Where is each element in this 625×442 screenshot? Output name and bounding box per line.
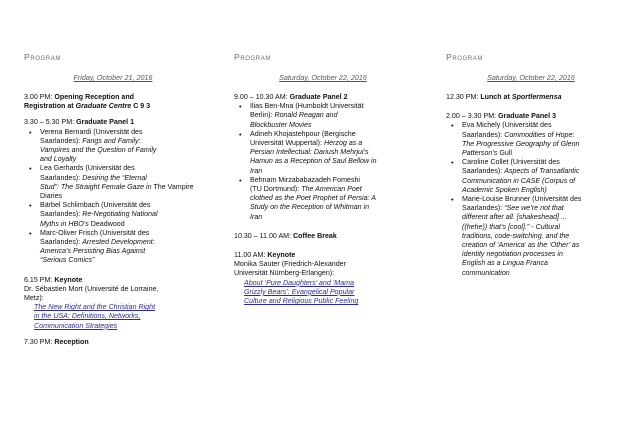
talk-title-tail: The Vampire Diaries	[40, 182, 194, 201]
talk-title: and Loyalty	[40, 155, 77, 164]
talk-title: Communication in CASE (Corpus of	[462, 176, 576, 185]
speaker-line: Marie-Louise Brunner (Universität des	[462, 195, 582, 204]
talk-title: ((hehe)) that’s [cool].” - Cultural	[462, 222, 561, 231]
opening-reception-block	[24, 93, 202, 111]
panel-title: Graduate Panel 1	[76, 118, 135, 127]
talk-title: Fangs and Family:	[82, 136, 141, 145]
talk-title: Arrested Development:	[82, 238, 155, 247]
talk-title: creation of ‘America’ as the ‘Other’ as	[462, 241, 580, 250]
talk-title: “Serious Comics”	[40, 256, 95, 265]
lunch-block	[446, 93, 616, 102]
talk-title: Commodities of Hope:	[504, 130, 575, 139]
keynote-title-line: Culture and Religious Public Feeling	[244, 297, 359, 306]
talk-title: America’s Persisting Bias Against	[40, 247, 146, 256]
list-item	[234, 176, 412, 222]
event-time: 2.00 – 3.30 PM:	[446, 112, 499, 121]
talk-title: Study on the Reception of Whitman in	[250, 203, 370, 212]
list-item	[24, 229, 202, 266]
keynote-title-link[interactable]	[234, 279, 412, 307]
talk-title: Hamun as a Reception of Saul Bellow in	[250, 157, 377, 166]
speaker-line: Universität Wuppertal):	[250, 139, 324, 148]
program-column-saturday-morning	[234, 52, 412, 306]
speaker-line: Saarlandes):	[462, 204, 505, 213]
list-item	[446, 195, 616, 278]
program-heading: Program	[446, 52, 483, 62]
panel-2-talks	[234, 102, 412, 222]
talk-title-tail: Gull	[499, 149, 512, 158]
event-time: 6.15 PM:	[24, 275, 55, 284]
event-time: 3.00 PM:	[24, 93, 55, 101]
talk-title: Herzog as a	[324, 139, 363, 148]
program-heading: Program	[234, 52, 271, 62]
talk-title: The American Poet	[301, 185, 362, 194]
speaker-line: Adineh Khojastehpour (Bergische	[250, 129, 356, 138]
list-item	[24, 164, 202, 201]
keynote-friday	[24, 276, 202, 331]
keynote-speaker: Dr. Sébastien Mort (Université de Lorraine,	[24, 284, 159, 293]
talk-title: Stud”: The Straight Female Gaze in	[40, 182, 152, 191]
list-item	[234, 130, 412, 176]
keynote-title-line: About ‘Pure Daughters’ and ‘Mama	[244, 278, 355, 287]
list-item	[24, 128, 202, 165]
panel-title: Graduate Panel 2	[289, 93, 348, 101]
event-title: Registration	[24, 102, 66, 111]
graduate-panel-2	[234, 93, 412, 222]
talk-title: Persian Intellectual: Dariush Mehrjui’s	[250, 148, 369, 157]
speaker-line: Ilias Ben-Mna (Humboldt Universität	[250, 102, 364, 111]
talk-title: Desiring the “Eternal	[82, 173, 147, 182]
event-at: at	[65, 102, 76, 111]
speaker-line: Berlin):	[250, 111, 275, 120]
talk-title: traditions, code-switching, and the	[462, 231, 570, 240]
program-heading: Program	[24, 52, 61, 62]
speaker-line: Marc-Oliver Frisch (Universität des	[40, 228, 150, 237]
list-item	[446, 158, 616, 195]
keynote-title-line: Communication Strategies	[34, 321, 118, 330]
talk-title: communication	[462, 268, 510, 277]
keynote-title-line: in the USA: Definitions, Networks,	[34, 312, 141, 321]
panel-title: Graduate Panel 3	[498, 112, 557, 121]
speaker-line: Saarlandes):	[40, 136, 83, 145]
event-venue: Graduate Centre C 9 3	[75, 102, 151, 111]
event-title: Coffee Break	[293, 231, 337, 240]
speaker-line: (TU Dortmund):	[250, 185, 302, 194]
event-time: 9.00 – 10.30 AM:	[234, 93, 290, 101]
talk-title: Ronald Reagan and	[274, 111, 338, 120]
event-time: 12.30 PM:	[446, 93, 481, 101]
speaker-line: Saarlandes):	[40, 238, 83, 247]
event-time: 11.00 AM:	[234, 251, 268, 260]
program-column-friday	[24, 52, 202, 347]
talk-title: Iran	[250, 212, 263, 221]
talk-title: “See we’re not that	[504, 204, 564, 213]
talk-title: Academic Spoken English)	[462, 185, 547, 194]
list-item	[234, 102, 412, 130]
graduate-panel-3	[446, 112, 616, 278]
talk-title: The Progressive Geography of Glenn	[462, 139, 580, 148]
date-heading: Saturday, October 22, 2016	[279, 73, 367, 82]
program-column-saturday-afternoon	[446, 52, 616, 278]
talk-title: identity negotiation processes in	[462, 250, 563, 259]
talk-title-tail: Deadwood	[90, 219, 125, 228]
list-item	[24, 201, 202, 229]
panel-3-talks	[446, 121, 616, 277]
event-time: 7.30 PM:	[24, 337, 55, 346]
speaker-line: Bärbel Schlimbach (Universität des	[40, 201, 151, 210]
talk-title: different after all. [shakeshead] ...	[462, 213, 567, 222]
speaker-line: Saarlandes):	[40, 210, 83, 219]
speaker-line: Saarlandes):	[462, 130, 505, 139]
speaker-line: Verena Bernardi (Universität des	[40, 127, 143, 136]
talk-title: English as a Lingua Franca	[462, 259, 548, 268]
date-heading: Saturday, October 22, 2016	[487, 73, 575, 82]
speaker-line: Caroline Collet (Universität des	[462, 158, 560, 167]
speaker-line: Behnam Mirzababazadeh Fomeshi	[250, 175, 361, 184]
keynote-saturday	[234, 251, 412, 306]
date-heading: Friday, October 21, 2016	[73, 73, 153, 82]
speaker-line: Lea Gerhards (Universität des	[40, 164, 135, 173]
speaker-line: Saarlandes):	[40, 173, 83, 182]
keynote-title-line: Grizzly Bears’: Evangelical Popular	[244, 287, 355, 296]
keynote-title-link[interactable]	[24, 303, 202, 331]
talk-title: Aspects of Transatlantic	[504, 167, 580, 176]
talk-title: clothed as the Poet Prophet of Persia: A	[250, 194, 376, 203]
event-time: 10.30 – 11.00 AM:	[234, 231, 294, 240]
talk-title: Patterson’s	[462, 149, 498, 158]
panel-1-talks	[24, 128, 202, 266]
list-item	[446, 121, 616, 158]
event-title: Reception	[54, 337, 89, 346]
speaker-line: Saarlandes):	[462, 167, 505, 176]
graduate-panel-1	[24, 118, 202, 265]
keynote-title-line: The New Right and the Christian Right	[34, 303, 156, 312]
event-title: Lunch at	[480, 93, 512, 101]
event-time: 3.30 – 5.30 PM:	[24, 118, 77, 127]
keynote-speaker: Monika Sauter (Friedrich-Alexander	[234, 260, 346, 269]
keynote-speaker: Metz):	[24, 294, 44, 303]
event-venue: Sportlermensa	[511, 93, 562, 101]
event-title: Opening Reception and	[54, 93, 134, 101]
talk-title: Re-Negotiating National	[82, 210, 158, 219]
keynote-label: Keynote	[54, 275, 83, 284]
reception-block	[24, 338, 202, 347]
talk-title: Blockbuster Movies	[250, 120, 312, 129]
keynote-label: Keynote	[267, 251, 296, 260]
keynote-speaker: Universität Nürnberg-Erlangen):	[234, 269, 335, 278]
talk-title: Myths in HBO’s	[40, 219, 89, 228]
talk-title: Vampires and the Question of Family	[40, 146, 157, 155]
talk-title: Iran	[250, 166, 263, 175]
speaker-line: Eva Michely (Universität des	[462, 121, 552, 130]
coffee-break-block	[234, 232, 412, 241]
